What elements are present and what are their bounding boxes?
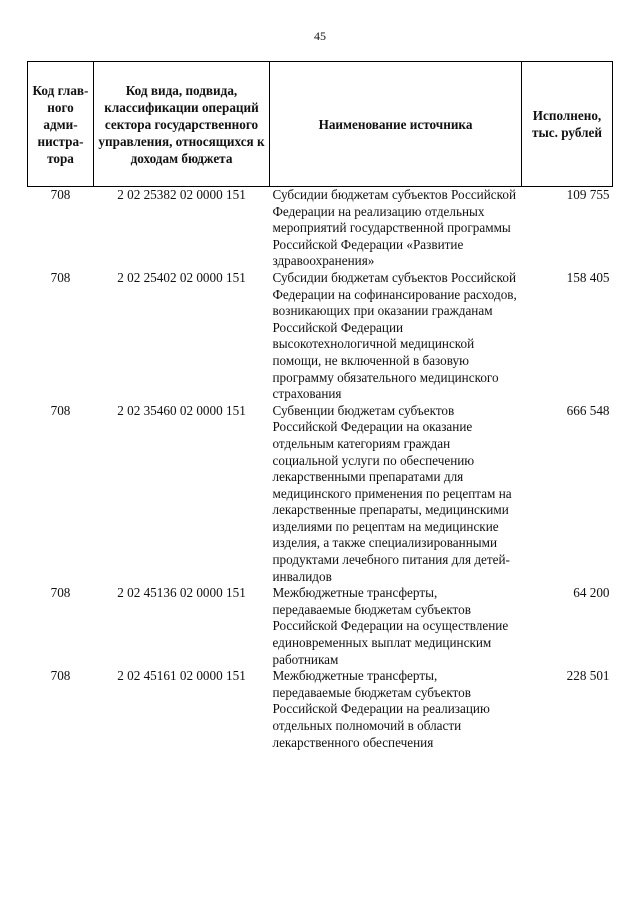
source-name-cell: Межбюджетные трансферты, передаваемые бюджетам субъектов Российской Федерации на осуществление единовременных выплат медицинским работникам [272, 585, 509, 667]
revenue-table [27, 61, 613, 751]
amount-cell: 666 548 [566, 402, 610, 418]
table-row [28, 403, 613, 586]
source-name-cell: Субсидии бюджетам субъектов Российской Федерации на софинансирование расходов, возникающих при оказании гражданам Российской Федерации высокотехнологичной медицинской помощи, не включенной в базовую программу обязательного медицинского страхования [272, 269, 517, 402]
classification-code-cell: 2 02 45161 02 0000 151 [117, 668, 246, 684]
classification-code-cell: 2 02 25382 02 0000 151 [117, 187, 246, 202]
classification-code-cell: 2 02 25402 02 0000 151 [117, 269, 246, 285]
header-source-name: Наименование источника [270, 62, 522, 187]
table-header-row [28, 62, 613, 187]
admin-code-cell: 708 [50, 269, 71, 285]
amount-cell: 228 501 [566, 668, 610, 684]
table-row [28, 668, 613, 751]
source-name-cell: Субсидии бюджетам субъектов Российской Федерации на реализацию отдельных мероприятий государственной программы Российской Федерации «Развитие здравоохранения» [272, 187, 517, 269]
admin-code-cell: 708 [50, 402, 71, 418]
amount-cell: 64 200 [573, 585, 610, 601]
source-name-cell: Субвенции бюджетам субъектов Российской Федерации на оказание отдельным категориям граждан социальной услуги по обеспечению лекарственными препаратами для медицинского применения по рецептам на лекарственные препараты, медицинскими изделиями по рецептам на медицинские изделия, а также специализированными продуктами лечебного питания для детей-инвалидов [272, 402, 512, 584]
header-admin-code: Код глав-ного адми-нистра-тора [28, 62, 94, 187]
page-number: 45 [314, 29, 326, 43]
header-classification-code: Код вида, подвида, классификации операций сектора государственного управления, относящихся к доходам бюджета [94, 62, 270, 187]
table-row [28, 270, 613, 403]
table-row [28, 585, 613, 668]
admin-code-cell: 708 [50, 187, 71, 202]
classification-code-cell: 2 02 45136 02 0000 151 [117, 585, 246, 601]
classification-code-cell: 2 02 35460 02 0000 151 [117, 402, 246, 418]
header-amount: Исполнено, тыс. рублей [522, 62, 613, 187]
amount-cell: 158 405 [566, 269, 610, 285]
amount-cell: 109 755 [566, 187, 610, 202]
admin-code-cell: 708 [50, 585, 71, 601]
admin-code-cell: 708 [50, 668, 71, 684]
source-name-cell: Межбюджетные трансферты, передаваемые бюджетам субъектов Российской Федерации на реализацию отдельных полномочий в области лекарственного обеспечения [272, 668, 490, 750]
table-row [28, 187, 613, 270]
